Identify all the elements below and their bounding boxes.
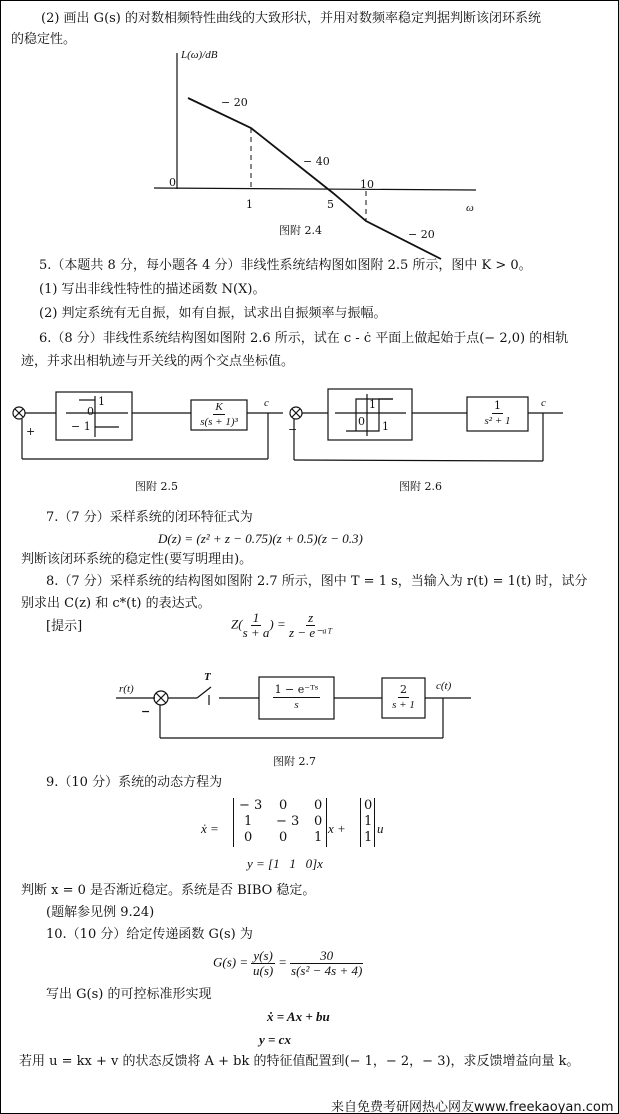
fig25-transfer-function: $\frac{K}{\text{s(s + 1)³}}$ — [200, 401, 238, 428]
q4-2-line2: 的稳定性。 — [11, 32, 77, 47]
bode-xlabel: ω — [466, 202, 474, 214]
bode-slope-1: − 20 — [221, 96, 248, 109]
q4-2-line1: (2) 画出 G(s) 的对数相频特性曲线的大致形状，并用对数频率稳定判据判断该闭环系统 — [41, 11, 542, 26]
fig25-caption: 图附 2.5 — [135, 480, 178, 493]
relay-block — [56, 392, 132, 440]
q10-line3: 若用 u = kx + v 的状态反馈将 A + bk 的特征值配置到(− 1，− 2，− 3)，求反馈增益向量 k。 — [19, 1054, 580, 1069]
q9-output-eq: y = [1 1 0]x — [247, 856, 323, 871]
q10-line1: 10.（10 分）给定传递函数 G(s) 为 — [46, 927, 253, 942]
q9-line2: 判断 x = 0 是否渐近稳定。系统是否 BIBO 稳定。 — [21, 883, 316, 898]
bode-slope-3: − 20 — [408, 228, 435, 241]
fig27-sampler: T — [204, 671, 211, 683]
fig27-sum-sign: − — [141, 705, 151, 718]
x-axis — [154, 188, 476, 190]
fig27-caption: 图附 2.7 — [273, 755, 316, 768]
vector-b: 0 1 1 — [360, 798, 375, 847]
q10-line2: 写出 G(s) 的可控标准形实现 — [46, 987, 212, 1002]
q10-transfer-function: G(s) = $\frac{y(s)}{u(s)}$ = $\frac{30}{\text{s(s² − 4s + 4)}}$ — [213, 948, 363, 978]
q9-u: u — [377, 821, 384, 836]
zoh-transfer-function: $\frac{\text{1 − e⁻ᵀˢ}}{s}$ — [274, 683, 319, 711]
q10-eq1: ẋ = Ax + bu — [267, 1009, 330, 1024]
bode-ylabel: L(ω)/dB — [181, 49, 218, 61]
q6-line2: 迹，并求出相轨迹与开关线的两个交点坐标值。 — [21, 354, 295, 369]
bode-tick-1: 1 — [246, 198, 253, 211]
fig26-caption: 图附 2.6 — [399, 480, 442, 493]
relay-origin: 0 — [87, 405, 94, 418]
fig25-output: c — [264, 397, 269, 409]
q10-eq2: y = cx — [259, 1032, 291, 1047]
hyst-threshold: 1 — [382, 420, 389, 433]
q8-hint-formula: Z( $\frac{1}{s + a}$ ) = $\frac{z}{\text{z − e⁻ᵃᵀ}}$ — [231, 610, 333, 640]
q7-line2: 判断该闭环系统的稳定性(要写明理由)。 — [21, 552, 253, 567]
fig27-output: c(t) — [436, 680, 452, 692]
fig24-caption: 图附 2.4 — [279, 224, 322, 237]
hyst-level: 1 — [369, 398, 376, 411]
fig26-sum-sign: − — [288, 423, 298, 436]
bode-tick-10: 10 — [360, 178, 374, 191]
bode-slope-2: − 40 — [303, 155, 330, 168]
fig27-input: r(t) — [119, 683, 134, 695]
hyst-origin: 0 — [358, 415, 365, 428]
q5-line1: 5.（本题共 8 分，每小题各 4 分）非线性系统结构图如图附 2.5 所示，图中 K > 0。 — [39, 258, 532, 273]
q9-line1: 9.（10 分）系统的动态方程为 — [46, 775, 223, 790]
q7-line1: 7.（7 分）采样系统的闭环特征式为 — [46, 510, 253, 525]
bode-tick-5: 5 — [327, 198, 334, 211]
q9-ref: (题解参见例 9.24) — [46, 905, 155, 920]
plant-transfer-function: $\frac{2}{s + 1}$ — [392, 683, 415, 711]
q8-line2: 别求出 C(z) 和 c*(t) 的表达式。 — [21, 596, 211, 611]
q9-x-plus: x + — [328, 821, 346, 836]
bode-origin: 0 — [169, 176, 176, 189]
q5-line2: (1) 写出非线性特性的描述函数 N(X)。 — [39, 282, 266, 297]
watermark: 来自免费考研网热心网友www.freekaoyan.com — [331, 1100, 614, 1114]
fig25-sum-sign: + — [26, 425, 36, 438]
q5-line3: (2) 判定系统有无自振，如有自振，试求出自振频率与振幅。 — [39, 306, 387, 321]
q7-formula: D(z) = (z² + z − 0.75)(z + 0.5)(z − 0.3) — [158, 531, 363, 546]
q9-xdot: ẋ = — [201, 821, 219, 836]
relay-level-low: − 1 — [71, 420, 91, 433]
q8-line1: 8.（7 分）采样系统的结构图如图附 2.7 所示，图中 T = 1 s，当输入为 r(t) = 1(t) 时，试分 — [46, 574, 588, 589]
fig26-transfer-function: $\frac{1}{\text{s² + 1}}$ — [484, 399, 511, 427]
fig26-output: c — [541, 397, 546, 409]
matrix-A: − 3 0 0 1 − 3 0 0 0 1 — [233, 798, 327, 847]
q8-hint-label: [提示] — [46, 619, 83, 634]
q6-line1: 6.（8 分）非线性系统结构图如图附 2.6 所示，试在 c - ċ 平面上做起始于点(− 2,0) 的相轨 — [39, 331, 569, 346]
relay-level-high: 1 — [98, 395, 105, 408]
